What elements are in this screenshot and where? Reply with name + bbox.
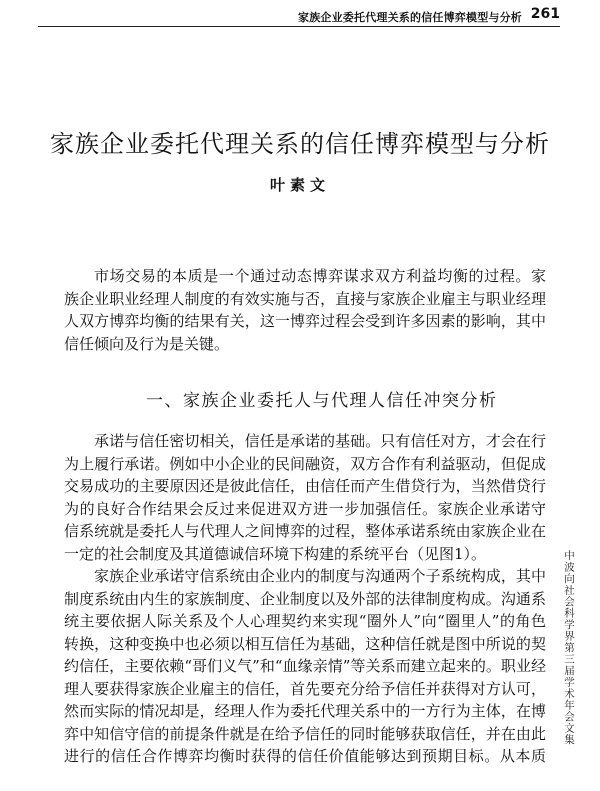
text-line: 约信任，主要依赖“哥们义气”和“血缘亲情”等关系而建立起来的。职业经 <box>64 657 546 675</box>
text-line: 承诺与信任密切相关，信任是承诺的基础。只有信任对方，才会在行 <box>94 432 546 450</box>
text-line: 家族企业承诺守信系统由企业内的制度与沟通两个子系统构成，其中 <box>94 567 546 585</box>
side-note: 中波向社会科学界第三届学术年会文集 <box>563 550 575 746</box>
text-line: 族企业职业经理人制度的有效实施与否，直接与家族企业雇主与职业经理 <box>64 289 546 308</box>
text-line: 一定的社会制度及其道德诚信环境下构建的系统平台（见图1）。 <box>64 544 487 563</box>
article-title: 家族企业委托代理关系的信任博弈模型与分析 <box>50 130 550 158</box>
text-line: 市场交易的本质是一个通过动态博弈谋求双方利益均衡的过程。家 <box>94 267 546 285</box>
page-number: 261 <box>530 6 560 22</box>
text-line: 然而实际的情况却是，经理人作为委托代理关系中的一方行为主体，在博 <box>64 702 546 720</box>
running-title: 家族企业委托代理关系的信任博弈模型与分析 <box>298 11 522 24</box>
body-paragraph-2 <box>64 565 546 768</box>
text-line: 弈中知信守信的前提条件就是在给予信任的同时能够获取信任，并在由此 <box>64 724 546 743</box>
text-line: 进行的信任合作博弈均衡时获得的信任价值能够达到预期目标。从本质 <box>64 747 546 765</box>
text-line: 信任倾向及行为是关键。 <box>64 334 230 353</box>
text-line: 人双方博弈均衡的结果有关，这一博弈过程会受到许多因素的影响，其中 <box>64 312 546 330</box>
body-paragraph-1 <box>64 430 546 565</box>
text-line: 交易成功的主要原因还是彼此信任，由信任而产生借贷行为，当然借贷行 <box>64 477 546 495</box>
text-line: 为的良好合作结果会反过来促进双方进一步加强信任。家族企业承诺守 <box>64 499 546 518</box>
header-rule <box>38 26 560 27</box>
text-line: 信系统就是委托人与代理人之间博弈的过程，整体承诺系统由家族企业在 <box>64 522 546 540</box>
section-heading: 一、家族企业委托人与代理人信任冲突分析 <box>146 391 498 411</box>
abstract-paragraph <box>64 265 546 355</box>
text-line: 制度系统由内生的家族制度、企业制度以及外部的法律制度构成。沟通系 <box>64 589 546 608</box>
text-line: 转换，这种变换中也必须以相互信任为基础，这种信任就是图中所说的契 <box>64 634 546 653</box>
running-header <box>0 0 600 26</box>
text-line: 为上履行承诺。例如中小企业的民间融资，双方合作有利益驱动，但促成 <box>64 454 546 473</box>
text-line: 理人要获得家族企业雇主的信任，首先要充分给予信任并获得对方认可， <box>64 679 546 698</box>
article-author: 叶素文 <box>269 176 330 194</box>
text-line: 统主要依据人际关系及个人心理契约来实现“圈外人”向“圈里人”的角色 <box>64 612 546 630</box>
